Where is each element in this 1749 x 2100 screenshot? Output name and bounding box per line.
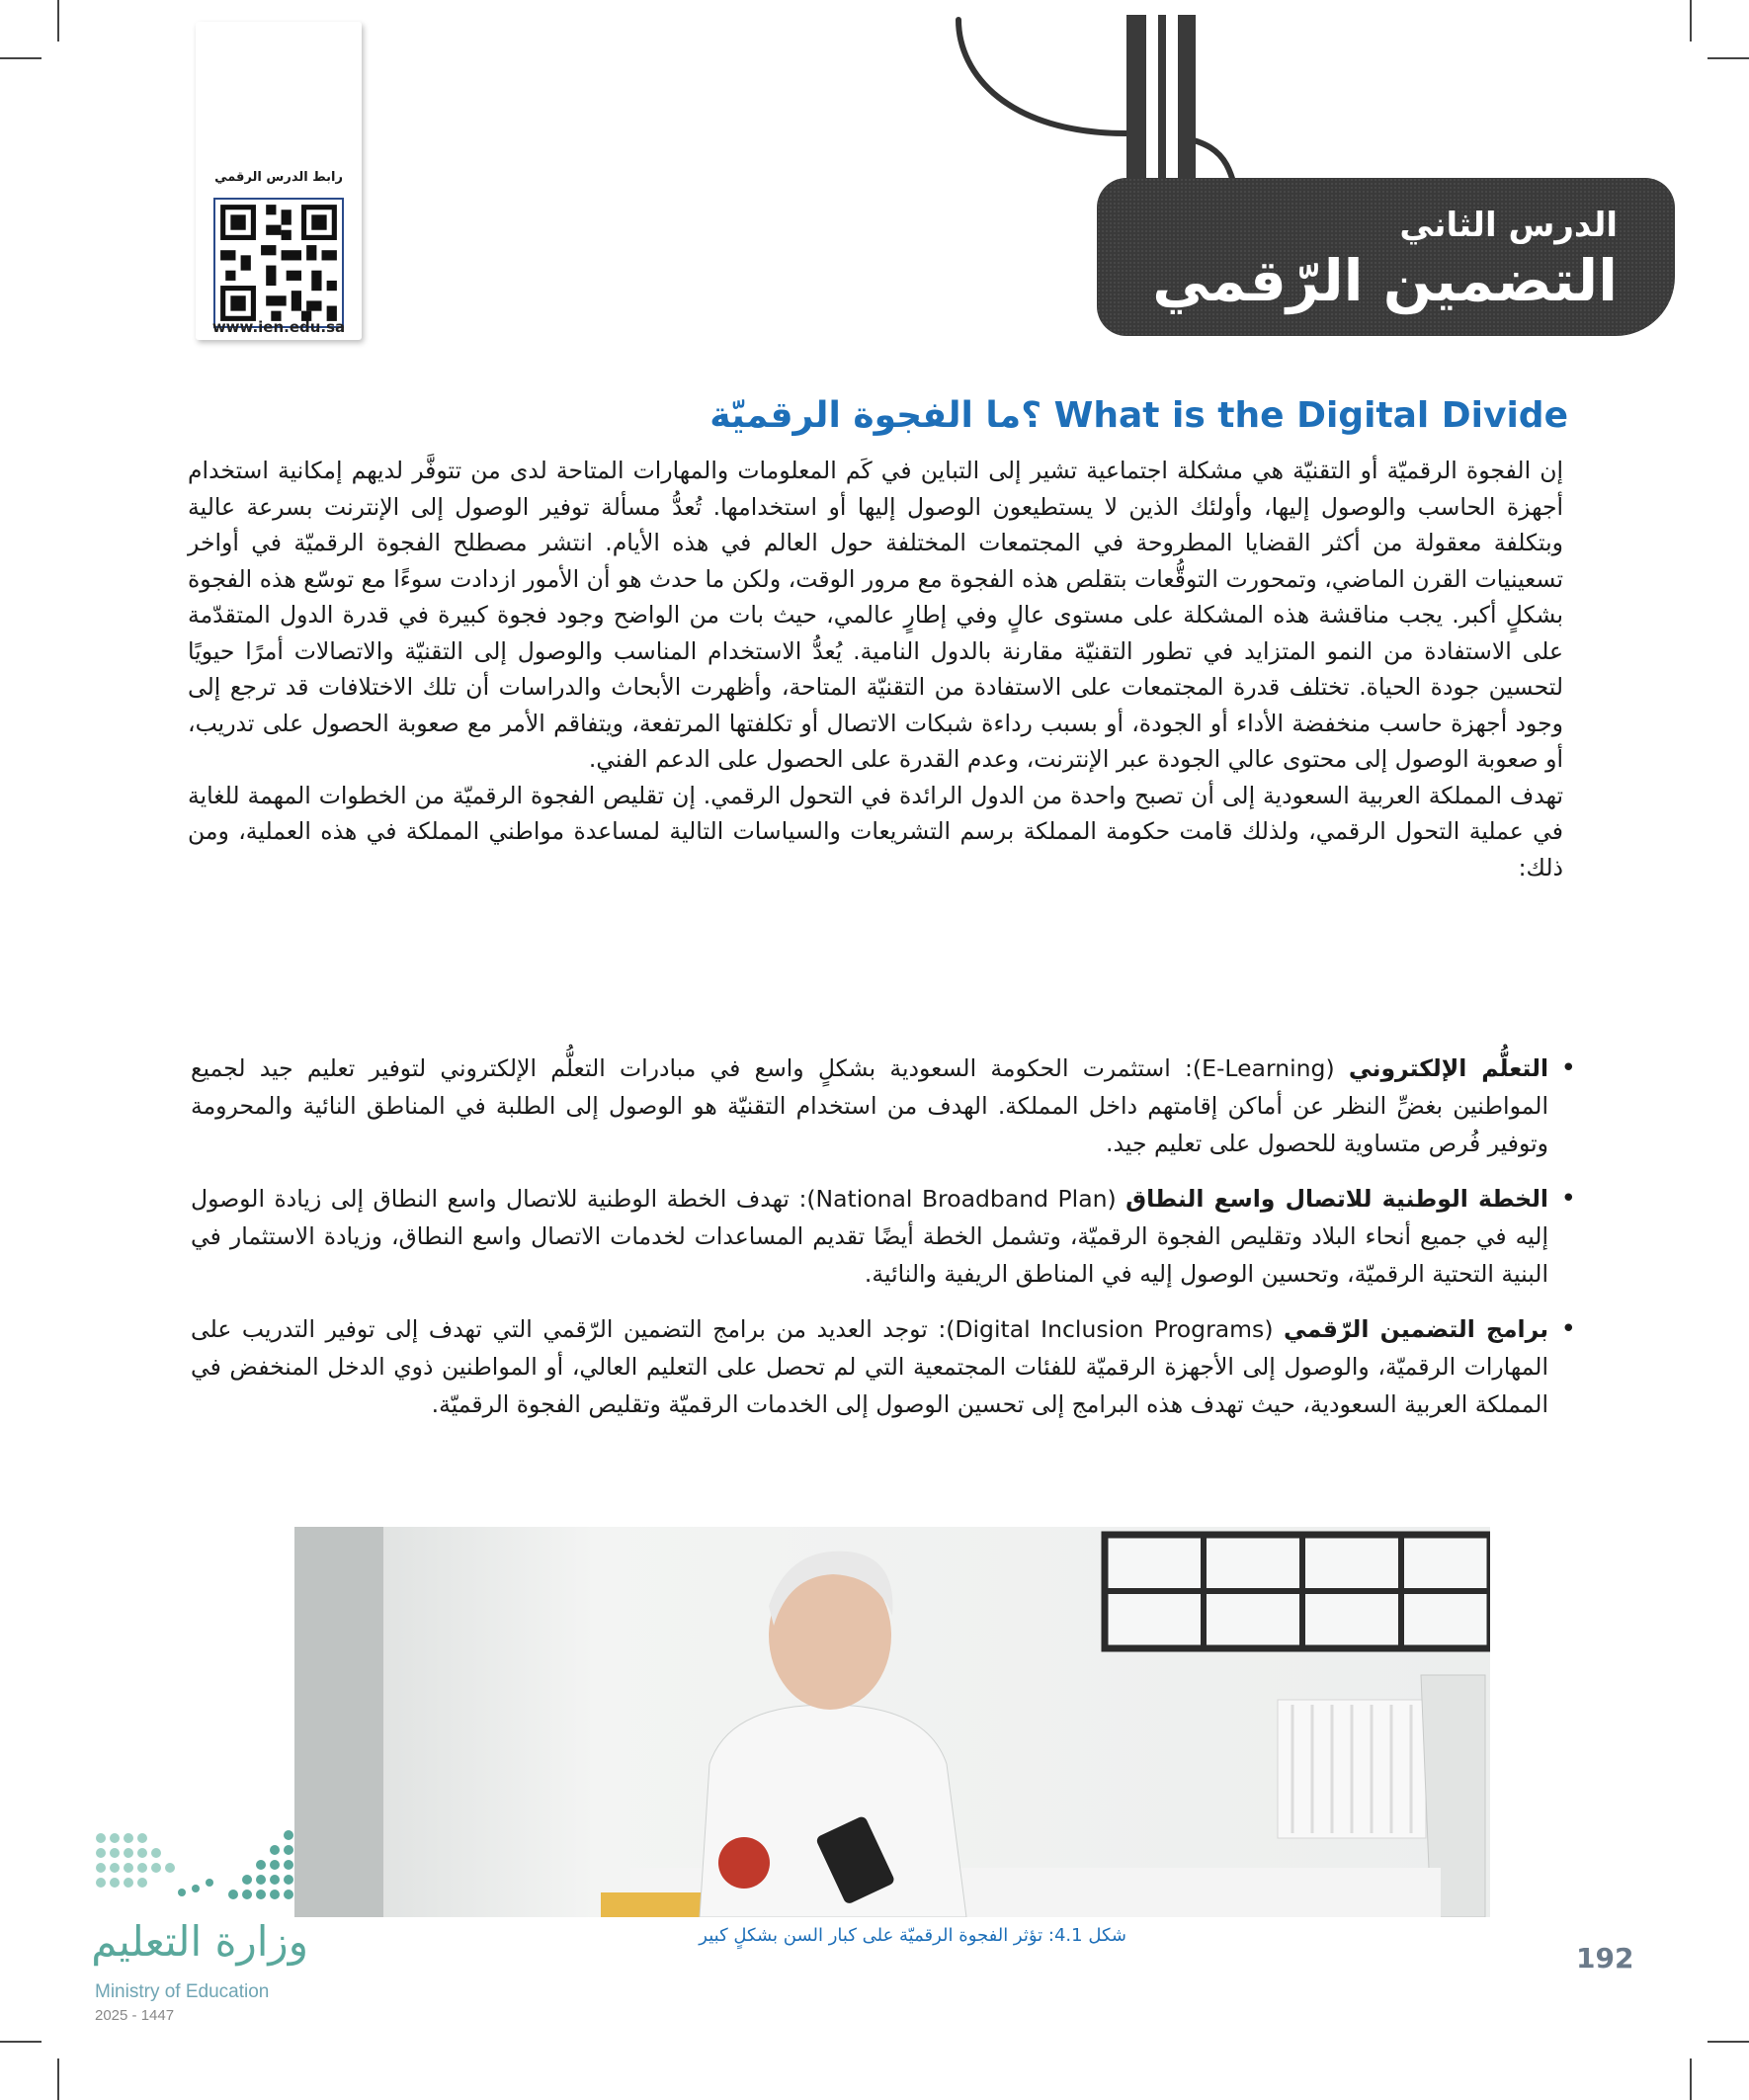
intro-paragraph: إن الفجوة الرقميّة أو التقنيّة هي مشكلة اجتماعية تشير إلى التباين في كَم المعلومات والمهارات المتاحة لدى من تتوفَّر لديهم إمكانية استخدام أجهزة الحاسب والوصول إليها، وأولئك الذين لا يستطيعون الوصول إليها أو استخدامها. تُعدُّ مسألة توفير الوصول إلى الإنترنت بسرعة عالية وبتكلفة معقولة من أكثر القضايا المطروحة في المجتمعات المختلفة حول العالم في هذه الأيام. انتشر مصطلح الفجوة الرقميّة في أواخر تسعينيات القرن الماضي، وتمحورت التوقُّعات بتقلص هذه الفجوة مع مرور الوقت، ولكن ما حدث هو أن الأمور ازدادت سوءًا مع توسّع هذه الفجوة بشكلٍ أكبر. يجب مناقشة هذه المشكلة على مستوى عالٍ وفي إطارٍ عالمي، حيث بات من الواضح وجود فجوة كبيرة في قدرة الدول المتقدّمة على الاستفادة من النمو المتزايد في تطور التقنيّة مقارنة بالدول النامية. يُعدُّ الاستخدام المناسب والوصول إلى التقنيّة والاتصالات أمرًا حيويًا لتحسين جودة الحياة. تختلف قدرة المجتمعات على الاستفادة من التقنيّة المتاحة، وأظهرت الأبحاث والدراسات أن تلك الاختلافات قد ترجع إلى وجود أجهزة حاسب منخفضة الأداء أو الجودة، أو بسبب رداءة شبكات الاتصال أو تكلفتها المرتفعة، ويتفاقم الأمر مع صعوبة الحصول على تدريب، أو صعوبة الوصول إلى محتوى عالي الجودة عبر الإنترنت، وعدم القدرة على الحصول على الدعم الفني. (188, 457, 1563, 773)
figure-caption: شكل 4.1: تؤثر الفجوة الرقميّة على كبار السن بشكلٍ كبير (699, 1925, 1126, 1946)
qr-code-icon[interactable] (213, 198, 344, 328)
list-item (191, 1180, 1576, 1293)
qr-url[interactable]: www.ien.edu.sa (211, 318, 346, 336)
qr-label: رابط الدرس الرقمي (214, 170, 343, 185)
intro-paragraph: تهدف المملكة العربية السعودية إلى أن تصبح واحدة من الدول الرائدة في التحول الرقمي. إن تقليص الفجوة الرقميّة من الخطوات المهمة للغاية في عملية التحول الرقمي، ولذلك قامت حكومة المملكة برسم التشريعات والسياسات التالية لمساعدة مواطني المملكة في هذه العملية، ومن ذلك: (188, 781, 1563, 882)
crop-mark (1690, 2058, 1692, 2100)
ministry-name-ar: وزارة التعليم (91, 1917, 308, 1966)
bullet-text: (E-Learning): استثمرت الحكومة السعودية بشكلٍ واسع في مبادرات التعلُّم الإلكتروني لتوفير تعليم جيد لجميع المواطنين بغضِّ النظر عن أماكن إقامتهم داخل المملكة. الهدف من استخدام التقنيّة هو الوصول إلى الطلبة في المناطق النائية والمحرومة وتوفير فُرص متساوية للحصول على تعليم جيد. (191, 1054, 1548, 1157)
initiatives-list (191, 1050, 1576, 1441)
ministry-dots-icon (91, 1823, 308, 1912)
crop-mark (1707, 2041, 1749, 2043)
intro-text (188, 453, 1563, 885)
figure-photo (294, 1527, 1490, 1917)
lesson-badge (1097, 178, 1675, 336)
bullet-text: (National Broadband Plan): تهدف الخطة الوطنية للاتصال واسع النطاق إلى زيادة الوصول إليه في جميع أنحاء البلاد وتقليص الفجوة الرقميّة، وتشمل الخطة أيضًا تقديم المساعدات لخدمات الاتصال واسع النطاق، وزيادة الاستثمار في البنية التحتية الرقميّة، وتحسين الوصول إليه في المناطق الريفية والنائية. (191, 1185, 1548, 1288)
crop-mark (1690, 0, 1692, 42)
elderly-man-phone-image (294, 1527, 1490, 1917)
crop-mark (57, 0, 59, 42)
crop-mark (0, 57, 42, 59)
lesson-title: التضمين الرّقمي (1152, 247, 1618, 314)
bullet-title: برامج التضمين الرّقمي (1284, 1315, 1549, 1343)
list-item (191, 1310, 1576, 1423)
list-item (191, 1050, 1576, 1162)
bullet-title: الخطة الوطنية للاتصال واسع النطاق (1125, 1185, 1548, 1213)
crop-mark (0, 2041, 42, 2043)
ministry-logo (91, 1823, 318, 2070)
page-number: 192 (1576, 1942, 1634, 1974)
ministry-name-en: Ministry of Education (95, 1981, 270, 2002)
crop-mark (57, 2058, 59, 2100)
crop-mark (1707, 57, 1749, 59)
bullet-title: التعلُّم الإلكتروني (1348, 1054, 1548, 1082)
lesson-subtitle: الدرس الثاني (1399, 206, 1618, 245)
qr-card[interactable] (196, 22, 362, 340)
section-heading: What is the Digital Divide ؟ما الفجوة الرقميّة (709, 395, 1568, 436)
bullet-text: (Digital Inclusion Programs): توجد العديد من برامج التضمين الرّقمي التي تهدف إلى توفير التدريب على المهارات الرقميّة، والوصول إلى الأجهزة الرقميّة للفئات المجتمعية التي لم تحصل على التعليم العالي، أو المواطنين ذوي الدخل المنخفض في المملكة العربية السعودية، حيث تهدف هذه البرامج إلى تحسين الوصول إلى الخدمات الرقميّة وتقليص الفجوة الرقميّة. (191, 1315, 1548, 1418)
ministry-year: 2025 - 1447 (95, 2007, 175, 2024)
